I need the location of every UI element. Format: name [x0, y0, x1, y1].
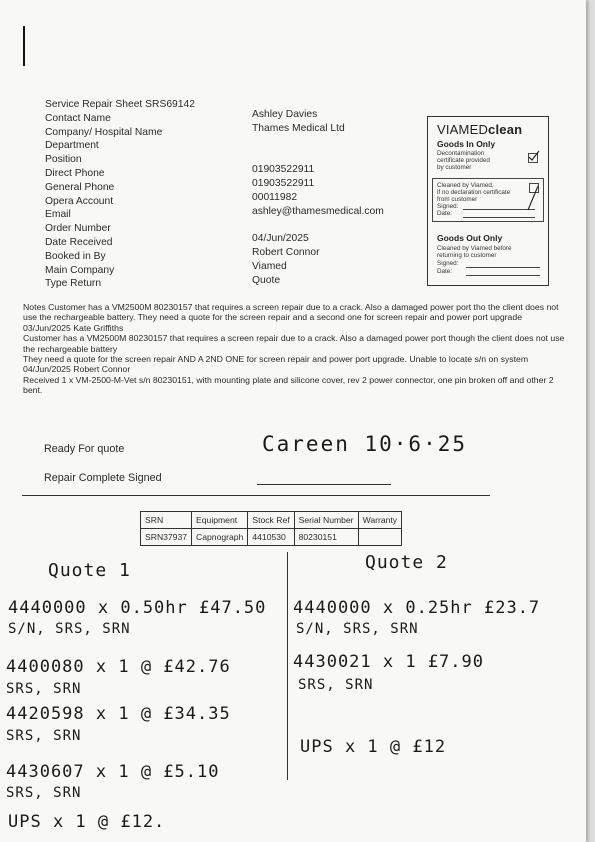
- quote-2-line: 4430021 x 1 £7.90: [293, 652, 484, 672]
- note-text: Customer has a VM2500M 80230157 that requires a screen repair due to a crack. Also a damaged power port though the client does not use the rechargeable battery: [23, 333, 565, 354]
- note-author: 03/Jun/2025 Kate Griffiths: [23, 322, 124, 333]
- stamp-text: Decontamination: [437, 150, 485, 157]
- date-line: [463, 217, 535, 218]
- value-main-company: Viamed: [252, 260, 287, 272]
- viamedclean-stamp: [427, 116, 549, 286]
- value-opera-account: 00011982: [252, 191, 298, 203]
- label-general-phone: General Phone: [45, 181, 115, 193]
- stamp-text: Date:: [437, 210, 453, 217]
- table-cell: 80230151: [294, 529, 358, 546]
- label-contact: Contact Name: [45, 112, 111, 124]
- table-row: [141, 529, 402, 546]
- table-header: Equipment: [192, 512, 248, 529]
- stamp-logo: VIAMEDclean: [437, 122, 523, 137]
- divider: [22, 495, 490, 496]
- equipment-table: [140, 511, 402, 546]
- label-main-company: Main Company: [45, 264, 115, 276]
- stamp-text: Date:: [437, 268, 453, 275]
- value-contact: Ashley Davies: [252, 109, 318, 120]
- label-email: Email: [45, 209, 71, 221]
- value-email: ashley@thamesmedical.com: [252, 205, 384, 217]
- stamp-text: by customer: [437, 164, 472, 171]
- quote-divider: [287, 552, 288, 780]
- quote-1-line: 4420598 x 1 @ £34.35: [6, 704, 231, 724]
- stamp-text: if no declaration certificate: [437, 189, 511, 196]
- note-text: They need a quote for the screen repair AND A 2ND ONE for screen repair and power port upgrade. Unable to locate s/n on system: [23, 354, 529, 365]
- label-booked-by: Booked in By: [45, 250, 106, 262]
- goods-in-heading: Goods In Only: [437, 139, 496, 149]
- quote-2-line: 4440000 x 0.25hr £23.7: [293, 598, 541, 618]
- stamp-text: Signed:: [437, 260, 459, 267]
- handwritten-signature: Careen 10·6·25: [262, 432, 468, 456]
- label-order-number: Order Number: [45, 223, 111, 235]
- cleaned-box: [432, 178, 544, 222]
- stamp-text: returning to customer: [437, 252, 497, 259]
- note-text: Received 1 x VM-2500-M-Vet s/n 80230151, with mounting plate and silicone cover, rev 2 power connector, one pin broken off and other 2 bent.: [23, 374, 554, 396]
- sheet-title: Service Repair Sheet SRS69142: [45, 99, 195, 110]
- quote-1-codes: S/N, SRS, SRN: [8, 621, 131, 637]
- quote-2-codes: SRS, SRN: [298, 677, 374, 693]
- quote-1-codes: SRS, SRN: [6, 681, 82, 697]
- goods-out-heading: Goods Out Only: [437, 233, 503, 243]
- table-header-row: [141, 512, 402, 529]
- stamp-text: Signed:: [437, 203, 459, 210]
- stamp-text: Cleaned by Viamed before: [437, 245, 512, 252]
- table-header: Stock Ref: [248, 512, 294, 529]
- signed-line: [466, 267, 540, 268]
- value-direct-phone: 01903522911: [252, 164, 315, 176]
- pen-mark: [23, 26, 25, 66]
- notes-section: [23, 302, 568, 396]
- value-date-received: 04/Jun/2025: [252, 233, 309, 245]
- quote-1-line: 4440000 x 0.50hr £47.50: [8, 598, 267, 618]
- date-line: [466, 275, 540, 276]
- label-opera-account: Opera Account: [45, 195, 114, 207]
- table-header: SRN: [141, 512, 192, 529]
- label-department: Department: [45, 140, 99, 152]
- quote-1-line: UPS x 1 @ £12.: [8, 812, 166, 832]
- ready-for-quote-label: Ready For quote: [44, 443, 125, 455]
- quote-2-codes: S/N, SRS, SRN: [296, 621, 419, 637]
- signature-line: [257, 484, 391, 485]
- quote-2-title: Quote 2: [365, 552, 448, 573]
- table-cell: 4410530: [248, 529, 294, 546]
- field-labels: [45, 98, 195, 291]
- stamp-text: Cleaned by Viamed,: [437, 182, 494, 189]
- table-cell: SRN37937: [141, 529, 192, 546]
- label-company: Company/ Hospital Name: [45, 126, 163, 138]
- value-booked-by: Robert Connor: [252, 246, 320, 258]
- table-header: Warranty: [358, 512, 402, 529]
- quote-1-codes: SRS, SRN: [6, 785, 82, 801]
- label-position: Position: [45, 154, 82, 166]
- label-direct-phone: Direct Phone: [45, 167, 105, 179]
- note-text: Notes Customer has a VM2500M 80230157 that requires a screen repair due to a crack. Also a damaged power port tho the client does not use the rechargeable battery. They need a quote for the screen repair and a second one for screen repair and power port upgrade: [23, 302, 559, 323]
- note-author: 04/Jun/2025 Robert Connor: [23, 364, 131, 375]
- stamp-text: certificate provided: [437, 157, 490, 164]
- value-type-return: Quote: [252, 274, 281, 286]
- value-company: Thames Medical Ltd: [252, 122, 345, 134]
- table-cell: [358, 529, 402, 546]
- repair-complete-label: Repair Complete Signed: [44, 472, 162, 484]
- quote-1-codes: SRS, SRN: [6, 728, 82, 744]
- quote-1-line: 4400080 x 1 @ £42.76: [6, 657, 231, 677]
- signed-line: [463, 209, 535, 210]
- table-cell: Capnograph: [192, 529, 248, 546]
- value-general-phone: 01903522911: [252, 177, 315, 189]
- tick-icon: [528, 150, 540, 162]
- label-type-return: Type Return: [45, 278, 102, 290]
- label-date-received: Date Received: [45, 236, 113, 248]
- quote-1-title: Quote 1: [48, 560, 131, 581]
- checkbox-cleaned: [529, 183, 539, 193]
- stamp-text: from customer: [437, 196, 478, 203]
- field-values: [252, 108, 384, 287]
- quote-2-line: UPS x 1 @ £12: [300, 737, 447, 757]
- checkbox-ticked: [528, 153, 538, 163]
- table-header: Serial Number: [294, 512, 358, 529]
- quote-1-line: 4430607 x 1 @ £5.10: [6, 762, 220, 782]
